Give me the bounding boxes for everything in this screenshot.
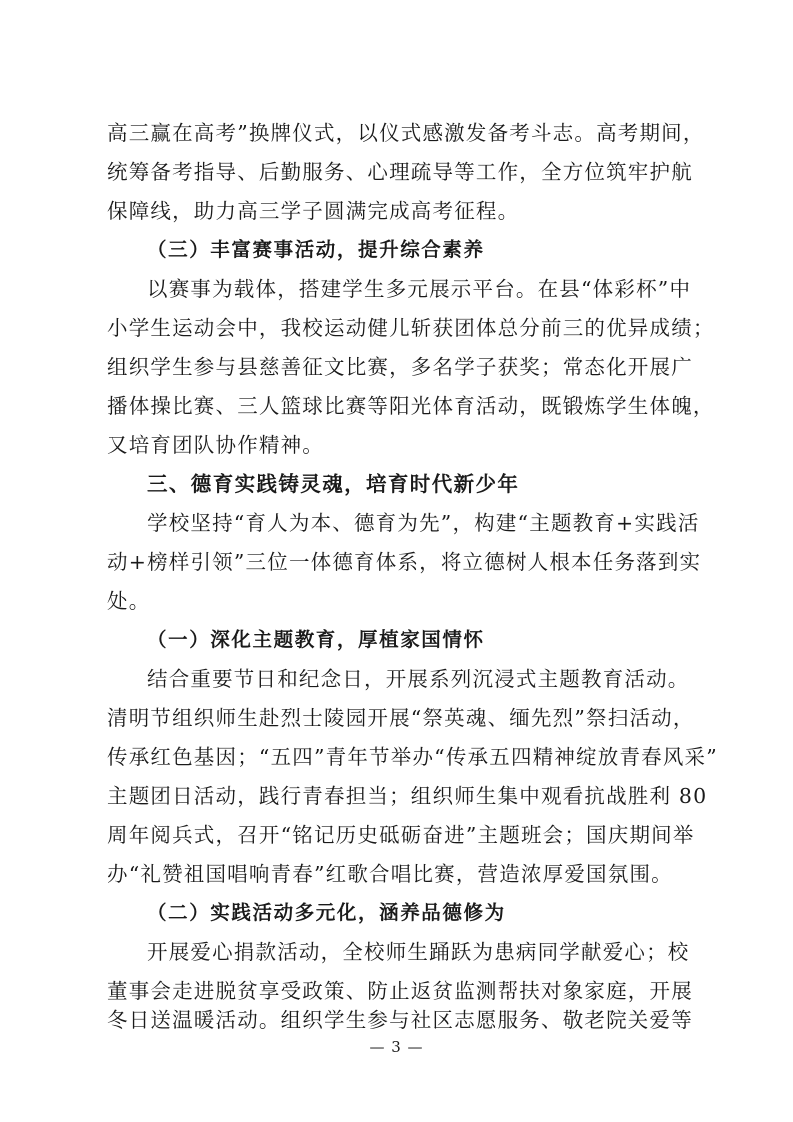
body-text-line: 又培育团队协作精神。 [107, 433, 324, 457]
body-text-line: 董事会走进脱贫享受政策、防止返贫监测帮扶对象家庭，开展 [107, 979, 693, 1003]
body-text-line: 处。 [107, 589, 151, 613]
body-text-line: 开展爱心捐款活动，全校师生踊跃为患病同学献爱心；校 [147, 940, 690, 964]
page-number: — 3 — [369, 1038, 424, 1056]
body-text-line: 高三赢在高考”换牌仪式，以仪式感激发备考斗志。高考期间， [107, 121, 705, 145]
body-text-line: 冬日送温暖活动。组织学生参与社区志愿服务、敬老院关爱等 [107, 1008, 693, 1032]
body-text-line: 保障线，助力高三学子圆满完成高考征程。 [107, 199, 520, 223]
body-text-line: 周年阅兵式，召开“铭记历史砥砺奋进”主题班会；国庆期间举 [107, 823, 695, 847]
body-text-line: 统筹备考指导、后勤服务、心理疏导等工作，全方位筑牢护航 [107, 160, 693, 184]
body-text-line: 结合重要节日和纪念日，开展系列沉浸式主题教育活动。 [147, 667, 690, 691]
section-subheading: （三）丰富赛事活动，提升综合素养 [147, 238, 485, 261]
body-text-line: 传承红色基因；“五四”青年节举办“传承五四精神绽放青春风采” [107, 745, 718, 769]
body-text-line: 学校坚持“育人为本、德育为先”，构建“主题教育+实践活 [147, 511, 700, 535]
section-subheading: （二）实践活动多元化，涵养品德修为 [147, 901, 506, 924]
body-text-line: 办“礼赞祖国唱响青春”红歌合唱比赛，营造浓厚爱国氛围。 [107, 862, 673, 886]
body-text-line: 播体操比赛、三人篮球比赛等阳光体育活动，既锻炼学生体魄， [107, 394, 715, 418]
body-text-line: 小学生运动会中，我校运动健儿斩获团体总分前三的优异成绩； [107, 316, 715, 340]
body-text-line: 以赛事为载体，搭建学生多元展示平台。在县“体彩杯”中 [147, 277, 692, 301]
body-text-line: 动+榜样引领”三位一体德育体系，将立德树人根本任务落到实 [107, 550, 702, 574]
body-text-line: 清明节组织师生赴烈士陵园开展“祭英魂、缅先烈”祭扫活动， [107, 706, 695, 730]
body-text-line: 主题团日活动，践行青春担当；组织师生集中观看抗战胜利 80 [107, 784, 708, 808]
section-subheading: （一）深化主题教育，厚植家国情怀 [147, 628, 485, 651]
section-heading: 三、德育实践铸灵魂，培育时代新少年 [147, 472, 520, 496]
body-text-line: 组织学生参与县慈善征文比赛，多名学子获奖；常态化开展广 [107, 355, 693, 379]
